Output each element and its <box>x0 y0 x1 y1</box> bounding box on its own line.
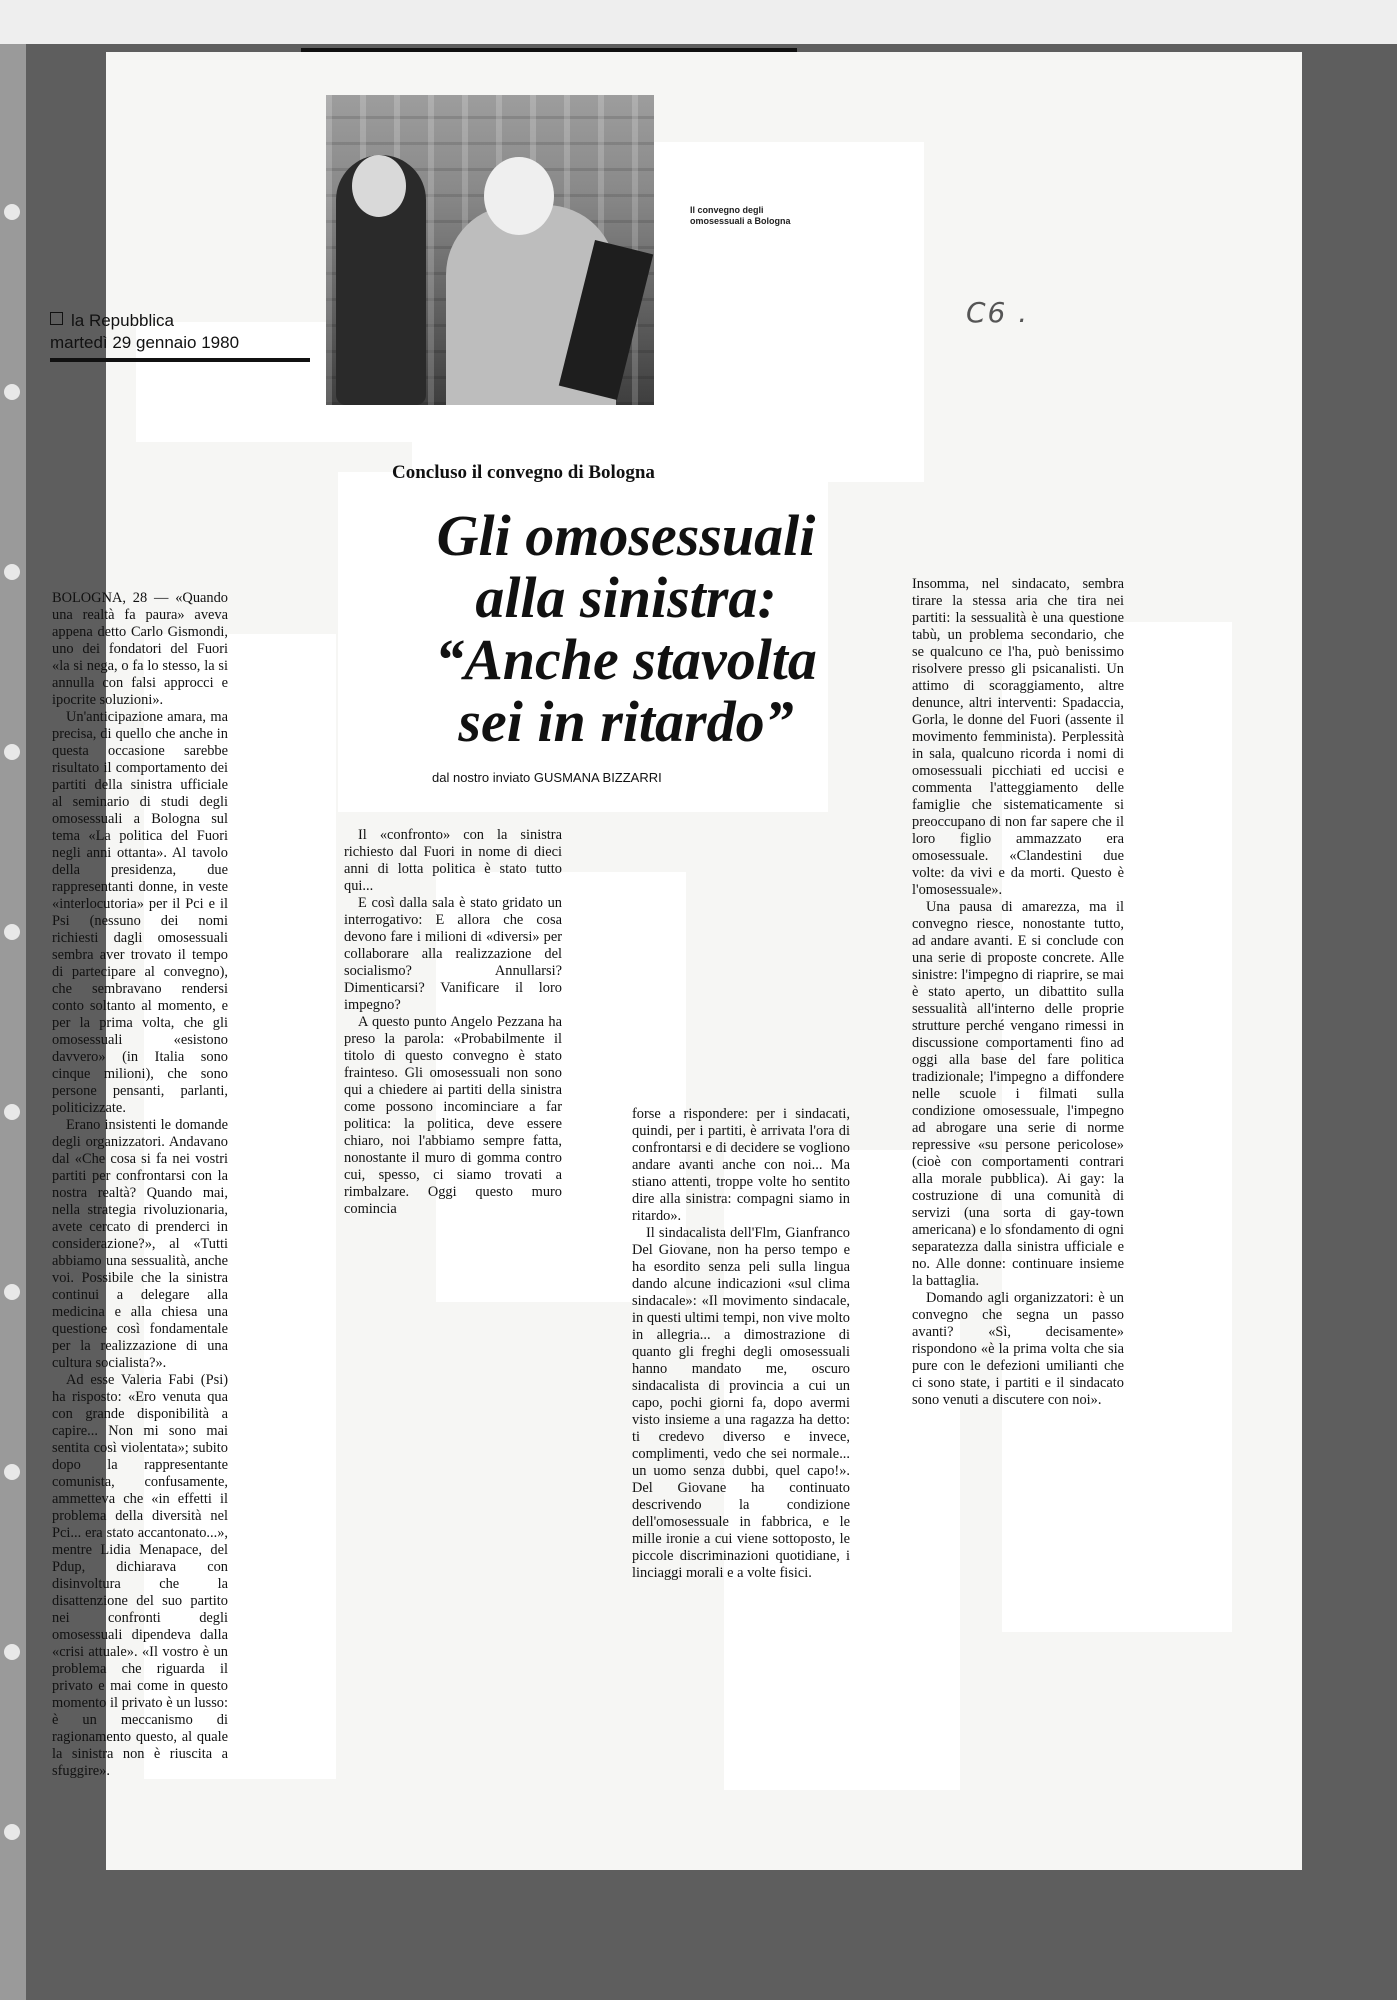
binder-hole <box>4 1824 20 1840</box>
paragraph: Erano insistenti le domande degli organizzatori. Andavano dal «Che cosa si fa nei vostri partiti per confrontarsi con la nostra realtà? Quando mai, nella strategia rivoluzionaria, avete cercato di prenderci in considerazione?», al «Tutti abbiamo una sessualità, anche voi. Possibile che la sinistra continui a delegare alla medicina e alla chiesa una questione così fondamentale per la realizzazione di una cultura socialista?». <box>52 1117 228 1371</box>
paragraph: Una pausa di amarezza, ma il convegno riesce, nonostante tutto, ad andare avanti. E si conclude con una serie di proposte concrete. Alle sinistre: l'impegno di riaprire, se mai è stato aperto, un dibattito sulla sessualità all'interno delle proprie strutture perché vengano rimessi in discussione comportamenti fino ad oggi alla base del fare politica tradizionale; l'impegno a diffondere nelle scuole i filmati sulla condizione omosessuale, l'impegno ad abrogare una serie di norme repressive «su persone pericolose» (cioè con comportamenti contrari alla morale pubblica). Ai gay: la costruzione di una comunità di servizi (una sorta di gay-town americana) e lo sfondamento di ogni separatezza dalla sinistra ufficiale e no. Alle donne: continuare insieme la battaglia. <box>912 899 1124 1289</box>
article-column-3 <box>632 1106 850 1582</box>
article-column-2 <box>344 827 562 1218</box>
byline: dal nostro inviato GUSMANA BIZZARRI <box>432 770 662 785</box>
binder-hole <box>4 924 20 940</box>
headline <box>336 505 916 753</box>
photo-person-left-head <box>352 155 406 217</box>
paragraph: Il «confronto» con la sinistra richiesto dal Fuori in nome di dieci anni di lotta politica è stato tutto qui... <box>344 827 562 894</box>
scan-border-top <box>0 0 1397 44</box>
photo-caption: Il convegno degli omosessuali a Bologna <box>690 205 791 226</box>
headline-line: alla sinistra: <box>475 565 777 630</box>
paragraph: Il sindacalista dell'Flm, Gianfranco Del Giovane, non ha perso tempo e ha esordito senza peli sulla lingua dando alcune indicazioni «sul clima sindacale»: «Il movimento sindacale, in questi ultimi tempi, non vive molto in allegria... a dimostrazione di quanto gli freghi degli omosessuali hanno mandato me, oscuro sindacalista di provincia a cui un capo, pochi giorni fa, dopo avermi visto insieme a una ragazza ha detto: ti credevo diverso e invece, complimenti, vedo che sei normale... un uomo senza dubbi, quel capo!». Del Giovane ha continuato descrivendo la condizione dell'omosessuale in fabbrica, e le mille ironie a cui viene sottoposto, le piccole discriminazioni quotidiane, i linciaggi morali e a volte fisici. <box>632 1225 850 1581</box>
article-column-4 <box>912 576 1124 1409</box>
masthead <box>50 310 310 362</box>
binder-hole <box>4 1104 20 1120</box>
newspaper-name: la Repubblica <box>71 311 175 330</box>
headline-line: “Anche stavolta <box>435 627 817 692</box>
paragraph: BOLOGNA, 28 — «Quando una realtà fa paura» aveva appena detto Carlo Gismondi, uno dei fondatori del Fuori «la si nega, o fa lo stesso, la si annulla con falsi approcci e ipocrite soluzioni». <box>52 590 228 708</box>
publication-date: martedì 29 gennaio 1980 <box>50 333 240 352</box>
handwritten-archive-code: C6 . <box>966 296 1030 329</box>
binder-hole <box>4 384 20 400</box>
binder-hole <box>4 204 20 220</box>
paragraph: Un'anticipazione amara, ma precisa, di quello che anche in questa occasione sarebbe risultato il comportamento dei partiti della sinistra ufficiale al seminario di studi degli omosessuali a Bologna sul tema «La politica del Fuori negli anni ottanta». Al tavolo della presidenza, due rappresentanti donne, in veste «interlocutoria» per il Pci e il Psi (nessuno dei nomi richiesti dagli omosessuali sembra aver trovato il tempo di partecipare al convegno), che sembravano rendersi conto soltanto al momento, e per la prima volta, che gli omosessuali «esistono davvero» (in Italia sono cinque milioni), che sono persone pensanti, parlanti, politicizzate. <box>52 709 228 1116</box>
scan-border-left <box>0 44 26 2000</box>
binder-hole <box>4 1284 20 1300</box>
binder-hole <box>4 1464 20 1480</box>
top-rule <box>301 48 797 52</box>
binder-hole <box>4 564 20 580</box>
paragraph: forse a rispondere: per i sindacati, quindi, per i partiti, è arrivata l'ora di confrontarsi e di decidere se vogliono andare avanti anche con noi... Ma stiano attenti, troppe volte ho sentito dire alla sinistra: compagni siamo in ritardo». <box>632 1106 850 1224</box>
binder-hole <box>4 744 20 760</box>
paragraph: Domando agli organizzatori: è un convegno che segna un passo avanti? «Sì, decisamente» rispondono «è la prima volta che sia pure con le defezioni umilianti che ci sono state, i partiti e il sindacato sono venuti a discutere con noi». <box>912 1290 1124 1408</box>
headline-line: sei in ritardo” <box>458 689 794 754</box>
binder-hole <box>4 1644 20 1660</box>
paragraph: Insomma, nel sindacato, sembra tirare la stessa aria che tira nei partiti: la sessualità è una questione tabù, un problema secondario, che se qualcuno ce l'ha, può benissimo risolvere presso gli psicanalisti. Un attimo di scoraggiamento, altre denunce, altri interventi: Spadaccia, Gorla, le donne del Fuori (assente il movimento femminista). Perplessità in sala, qualcuno ricorda i nomi di omosessuali picchiati ed uccisi e commenta l'atteggiamento delle famiglie che sistematicamente si preoccupano di non far sapere che il loro figlio ammazzato era omosessuale. «Clandestini due volte: da vivi e da morti. Questo è l'omosessuale». <box>912 576 1124 898</box>
paragraph: A questo punto Angelo Pezzana ha preso la parola: «Probabilmente il titolo di questo convegno è stato frainteso. Gli omosessuali non sono qui a chiedere ai partiti della sinistra come possono incominciare a far politica: la politica, deve essere chiaro, noi l'abbiamo sempre fatta, nonostante il muro di gomma contro cui, spesso, ci siamo trovati a rimbalzare. Oggi questo muro comincia <box>344 1014 562 1217</box>
photo-person-center-head <box>484 157 554 235</box>
paragraph: Ad esse Valeria Fabi (Psi) ha risposto: «Ero venuta qua con grande disponibilità a capire... Non mi sono mai sentita così violentata»; subito dopo la rappresentante comunista, confusamente, ammetteva che «in effetti il problema della diversità nel Pci... era stato accantonato...», mentre Lidia Menapace, del Pdup, dichiarava con disinvoltura che la disattenzione del suo partito nei confronti degli omosessuali dipendeva dalla «crisi attuale». «Il vostro è un problema che riguarda il privato e mai come in questo momento il privato è un lusso: è un meccanismo di ragionamento questo, al quale la sinistra non è riuscita a sfuggire». <box>52 1372 228 1779</box>
kicker: Concluso il convegno di Bologna <box>392 462 655 483</box>
article-column-1 <box>52 590 228 1780</box>
paragraph: E così dalla sala è stato gridato un interrogativo: E allora che cosa devono fare i milioni di «diversi» per collaborare alla realizzazione del socialismo? Annullarsi? Dimenticarsi? Vanificare il loro impegno? <box>344 895 562 1013</box>
square-bullet-icon <box>50 312 63 325</box>
headline-line: Gli omosessuali <box>436 503 816 568</box>
article-photo <box>326 95 654 405</box>
